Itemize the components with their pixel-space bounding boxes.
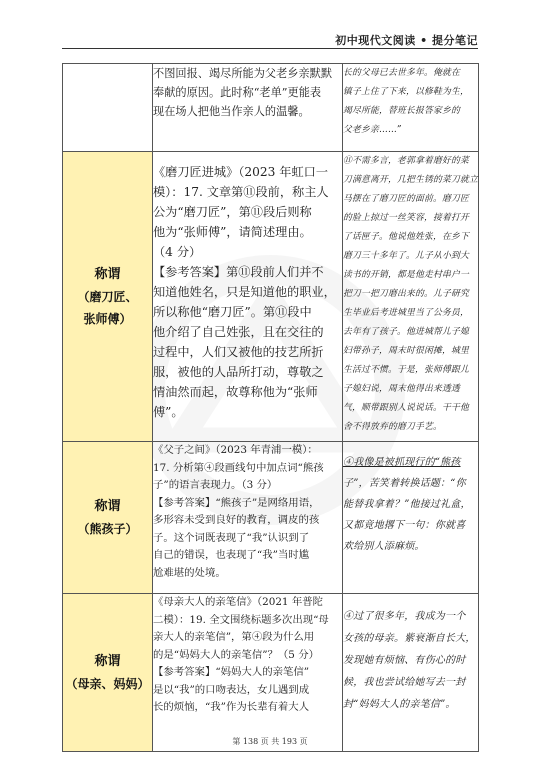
label-cell xyxy=(63,442,153,594)
label-cell xyxy=(63,64,153,152)
table-row xyxy=(63,152,479,442)
excerpt-line: 候，我也尝试给她写去一封 xyxy=(343,677,466,688)
excerpt-line: 磨刀三十多年了。儿子从小到大 xyxy=(343,251,469,261)
question-line: 模）：17. 文章第⑪段前，称主人 xyxy=(153,185,329,199)
page-header xyxy=(62,28,478,50)
table-row xyxy=(63,442,479,594)
question-line: 多形容未受到良好的教育，调皮的孩 xyxy=(153,514,320,526)
question-line: 傅”。 xyxy=(153,405,184,419)
excerpt-line: 子”，苦笑着转换话题：“你 xyxy=(343,478,466,489)
question-line: 【参考答案】第⑪段前人们并不 xyxy=(153,265,324,279)
excerpt-line: 把刀一把刀磨出来的。儿子研究 xyxy=(343,289,469,299)
label-subtitle: 张师傅） xyxy=(83,311,132,326)
question-line: 17. 分析第④段画线句中加点词“熊孩 xyxy=(153,461,324,474)
excerpt-cell xyxy=(343,442,479,594)
header-title: 初中现代文阅读 • 提分笔记 xyxy=(335,34,478,47)
excerpt-line: 封“妈妈大人的亲笔信”。 xyxy=(343,699,456,710)
question-cell xyxy=(153,442,343,594)
excerpt-line: 读书的开销，都是他走村串户一 xyxy=(343,270,469,280)
excerpt-line: 气，顺带跟别人说说话。干干他 xyxy=(343,403,469,413)
excerpt-line: 生活过不惯。于是，张师傅跟儿 xyxy=(343,365,469,375)
excerpt-line: 又都竟地撂下一句：你就喜 xyxy=(343,520,466,531)
excerpt-line: 的脸上掠过一丝笑容，接着打开 xyxy=(343,213,469,223)
label-title: 称谓 xyxy=(94,266,121,282)
question-line: 子。这个词既表现了“我”认识到了 xyxy=(153,531,310,544)
excerpt-line: 生毕业后考进城里当了公务员， xyxy=(343,308,469,318)
label-title: 称谓 xyxy=(94,498,121,514)
question-line: 奉献的原因。此时称“老单”更能表 xyxy=(153,86,322,99)
label-title: 称谓 xyxy=(94,653,121,669)
excerpt-line: 发现她有烦恼、有伤心的时 xyxy=(343,655,466,666)
question-line: 知道他姓名，只是知道他的职业， xyxy=(153,285,336,299)
question-cell xyxy=(153,152,343,442)
excerpt-line: 了话匣子。他说他姓张，在乡下 xyxy=(343,232,469,242)
question-line: 《母亲大人的亲笔信》（2021 年普陀 xyxy=(153,596,324,608)
question-line: 《磨刀匠进城》（2023 年虹口一 xyxy=(153,165,329,179)
notes-table xyxy=(62,63,479,752)
excerpt-line: 竭尽所能，替班长报答家乡的 xyxy=(343,106,460,116)
excerpt-line: 马摆在了磨刀匠的面前。磨刀匠 xyxy=(343,194,469,204)
excerpt-line: 镇子上住了下来，以修鞋为生， xyxy=(343,87,469,97)
question-line: 现在场人把他当作亲人的温馨。 xyxy=(153,105,310,118)
question-line: 公为“磨刀匠”，第⑪段后则称 xyxy=(153,205,312,219)
excerpt-cell xyxy=(343,64,479,152)
question-line: 服，被他的人品所打动，尊敬之 xyxy=(153,365,324,379)
header-rule xyxy=(62,48,478,49)
question-line: （4 分） xyxy=(153,245,202,259)
excerpt-cell xyxy=(343,594,479,752)
excerpt-line: 子媳妇说，周末他得出来透透 xyxy=(343,384,460,394)
question-line: 二模）：19. 全文围绕标题多次出现“母 xyxy=(153,613,329,626)
excerpt-line: 长的父母已去世多年。俺就在 xyxy=(343,68,460,78)
excerpt-line: 妇带孙子，周末时很闲摊，城里 xyxy=(343,346,469,356)
excerpt-line: 父老乡亲……” xyxy=(343,125,402,135)
excerpt-line: 欢给别人添麻烦。 xyxy=(343,541,425,552)
table-row xyxy=(63,594,479,752)
question-line: 他介绍了自己姓张，且在交往的 xyxy=(153,325,324,339)
question-line: 过程中，人们又被他的技艺所折 xyxy=(153,345,324,359)
question-line: 的是“妈妈大人的亲笔信”？（5 分） xyxy=(153,648,320,661)
label-cell xyxy=(63,152,153,442)
question-line: 子”的语言表现力。（3 分） xyxy=(153,479,278,491)
label-subtitle: （熊孩子） xyxy=(77,521,138,536)
question-line: 尬难堪的处境。 xyxy=(153,566,226,579)
excerpt-line: 去年有了孩子。他进城帮儿子媳 xyxy=(343,327,469,337)
excerpt-cell xyxy=(343,152,479,442)
question-line: 《父子之间》（2023 年青浦一模）： xyxy=(153,444,318,456)
question-line: 是以“我”的口吻表达，女儿遇到成 xyxy=(153,683,310,696)
question-line: 他为“张师傅”，请简述理由。 xyxy=(153,225,312,239)
page-footer: 第 138 页 共 193 页 xyxy=(232,737,308,746)
question-line: 长的烦恼，“我”作为长辈有着大人 xyxy=(153,701,310,713)
question-line: 自己的错误，也表现了“我”当时尴 xyxy=(153,549,310,561)
question-line: 所以称他“磨刀匠”。第⑪段中 xyxy=(153,305,312,319)
question-line: 【参考答案】“熊孩子”是网络用语， xyxy=(153,496,320,509)
label-cell xyxy=(63,594,153,752)
excerpt-line: 能替我拿着？”他接过礼盒， xyxy=(343,499,471,510)
question-line: 情油然而起，故尊称他为“张师 xyxy=(153,385,318,399)
excerpt-line: ④过了很多年，我成为一个 xyxy=(343,611,466,622)
excerpt-line: 女孩的母亲。紫衰渐自长大， xyxy=(343,633,476,644)
label-subtitle: （磨刀匠、 xyxy=(77,289,138,304)
question-line: 不图回报、竭尽所能为父老乡亲默默 xyxy=(153,67,333,80)
excerpt-line: ④我像是被抓现行的“熊孩 xyxy=(343,457,461,468)
question-line: 【参考答案】“妈妈大人的亲笔信” xyxy=(153,666,310,678)
excerpt-line: 刀满意离开，几把生锈的菜刀就立 xyxy=(343,175,478,185)
excerpt-line: 舍不得放弃的磨刀手艺。 xyxy=(343,422,442,432)
label-subtitle: （母亲、妈妈） xyxy=(65,676,150,691)
excerpt-line: ⑪不需多言，老郭拿着磨好的菜 xyxy=(343,156,469,166)
question-cell xyxy=(153,64,343,152)
question-cell xyxy=(153,594,343,752)
question-line: 亲大人的亲笔信”，第④段为什么用 xyxy=(153,631,315,643)
table-row xyxy=(63,64,479,152)
